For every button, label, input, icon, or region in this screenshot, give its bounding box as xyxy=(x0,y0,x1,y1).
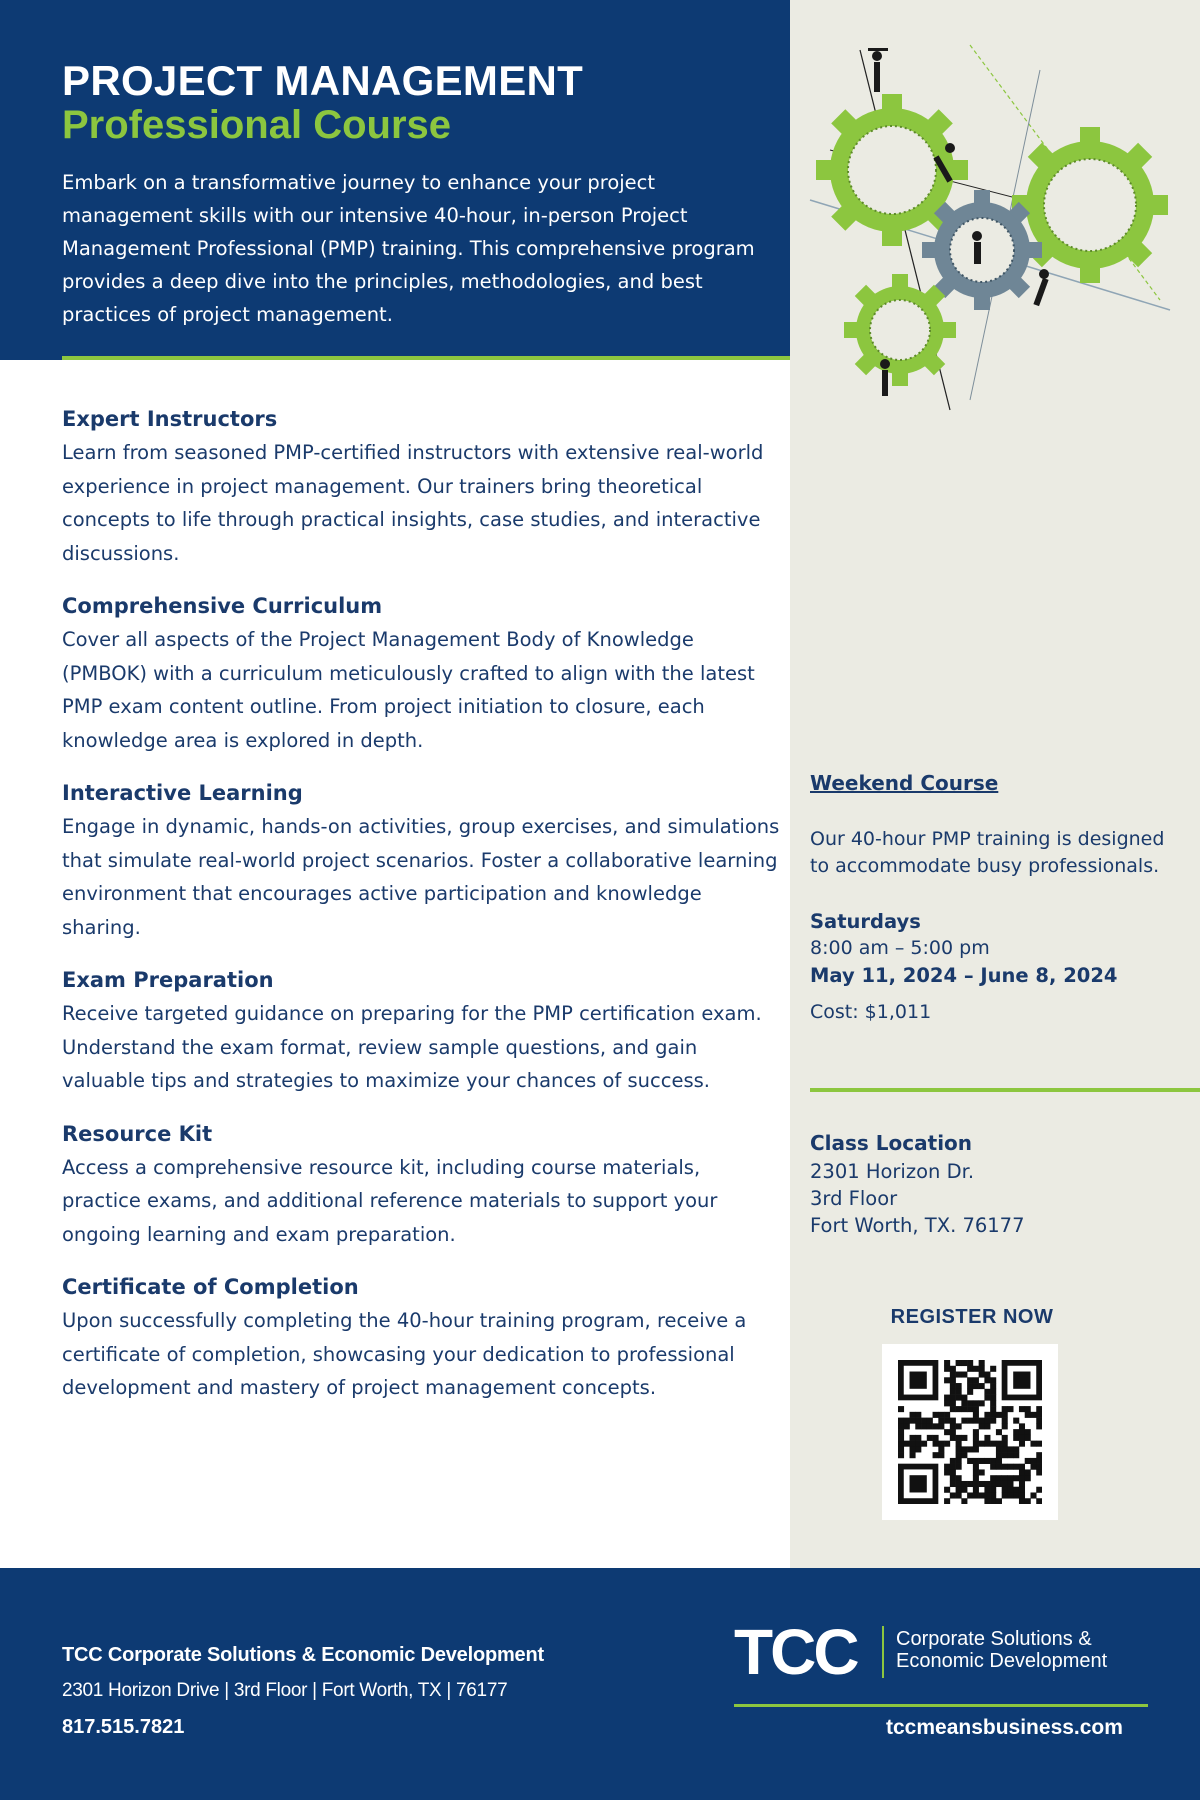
section-body: Learn from seasoned PMP-certified instructors with extensive real-world experience in project management. Our trainers bring theoretical concepts to life through practical insights, case studies, and interactive discussions. xyxy=(62,441,764,565)
section-body: Cover all aspects of the Project Management Body of Knowledge (PMBOK) with a curriculum meticulously crafted to align with the latest PMP exam content outline. From project initiation to closure, each knowledge area is explored in depth. xyxy=(62,628,755,752)
register-now-label: REGISTER NOW xyxy=(890,1306,1054,1328)
weekend-course-description: Our 40-hour PMP training is designed to accommodate busy professionals. xyxy=(810,828,1165,877)
location-heading: Class Location xyxy=(810,1131,973,1155)
footer-organization: TCC Corporate Solutions & Economic Development xyxy=(62,1644,544,1666)
register-qr-code[interactable] xyxy=(882,1344,1058,1520)
class-location xyxy=(810,1128,1170,1239)
header-banner xyxy=(0,0,790,360)
section-heading: Resource Kit xyxy=(62,1121,213,1146)
sidebar-divider xyxy=(810,1088,1200,1092)
tcc-logo: TCC xyxy=(734,1616,857,1688)
intro-paragraph: Embark on a transformative journey to enhance your project management skills with our intensive 40-hour, in-person Project Management Professional (PMP) training. This comprehensive program provides a deep dive into the principles, methodologies, and best practices of project management. xyxy=(62,171,755,326)
header-divider xyxy=(62,356,790,360)
section-heading: Expert Instructors xyxy=(62,407,278,431)
qr-code-icon xyxy=(898,1360,1042,1504)
gears-illustration-icon xyxy=(800,30,1180,430)
footer-phone[interactable]: 817.515.7821 xyxy=(62,1716,185,1738)
section-body: Access a comprehensive resource kit, including course materials, practice exams, and additional reference materials to support your ongoing learning and exam preparation. xyxy=(62,1155,718,1246)
section-certificate-of-completion xyxy=(62,1272,782,1405)
location-line: Fort Worth, TX. 76177 xyxy=(810,1214,1025,1237)
weekend-course-heading: Weekend Course xyxy=(810,771,999,795)
section-body: Upon successfully completing the 40-hour training program, receive a certificate of completion, showcasing your dedication to professional development and mastery of project management concepts. xyxy=(62,1309,747,1399)
page-subtitle: Professional Course xyxy=(62,103,452,147)
section-heading: Comprehensive Curriculum xyxy=(62,594,383,618)
section-heading: Certificate of Completion xyxy=(62,1275,359,1299)
location-line: 3rd Floor xyxy=(810,1187,898,1210)
footer-address: 2301 Horizon Drive | 3rd Floor | Fort Worth, TX | 76177 xyxy=(62,1680,508,1701)
section-expert-instructors xyxy=(62,404,782,570)
course-day: Saturdays xyxy=(810,910,921,933)
course-dates: May 11, 2024 – June 8, 2024 xyxy=(810,964,1118,987)
logo-divider xyxy=(882,1626,884,1678)
page-title: PROJECT MANAGEMENT xyxy=(62,57,584,104)
location-line: 2301 Horizon Dr. xyxy=(810,1160,975,1183)
logo-subtitle xyxy=(896,1628,1107,1672)
footer-divider xyxy=(734,1704,1148,1707)
website-link[interactable]: tccmeansbusiness.com xyxy=(886,1716,1123,1739)
logo-subtitle-line: Economic Development xyxy=(896,1650,1108,1672)
section-body: Receive targeted guidance on preparing for the PMP certification exam. Understand the exam format, review sample questions, and gain valuable tips and strategies to maximize your chances of success. xyxy=(62,1002,762,1092)
section-interactive-learning xyxy=(62,778,782,944)
course-schedule xyxy=(810,768,1170,1026)
course-cost: Cost: $1,011 xyxy=(810,1001,932,1023)
section-resource-kit xyxy=(62,1119,782,1252)
section-body: Engage in dynamic, hands-on activities, group exercises, and simulations that simulate real-world project scenarios. Foster a collaborative learning environment that encourages active participation and knowledge sharing. xyxy=(62,815,780,939)
section-heading: Exam Preparation xyxy=(62,968,274,992)
section-heading: Interactive Learning xyxy=(62,781,303,805)
course-features xyxy=(62,404,782,1426)
section-exam-preparation xyxy=(62,965,782,1098)
logo-subtitle-line: Corporate Solutions & xyxy=(896,1628,1092,1650)
section-comprehensive-curriculum xyxy=(62,591,782,757)
footer xyxy=(0,1568,1200,1800)
course-time: 8:00 am – 5:00 pm xyxy=(810,937,990,959)
